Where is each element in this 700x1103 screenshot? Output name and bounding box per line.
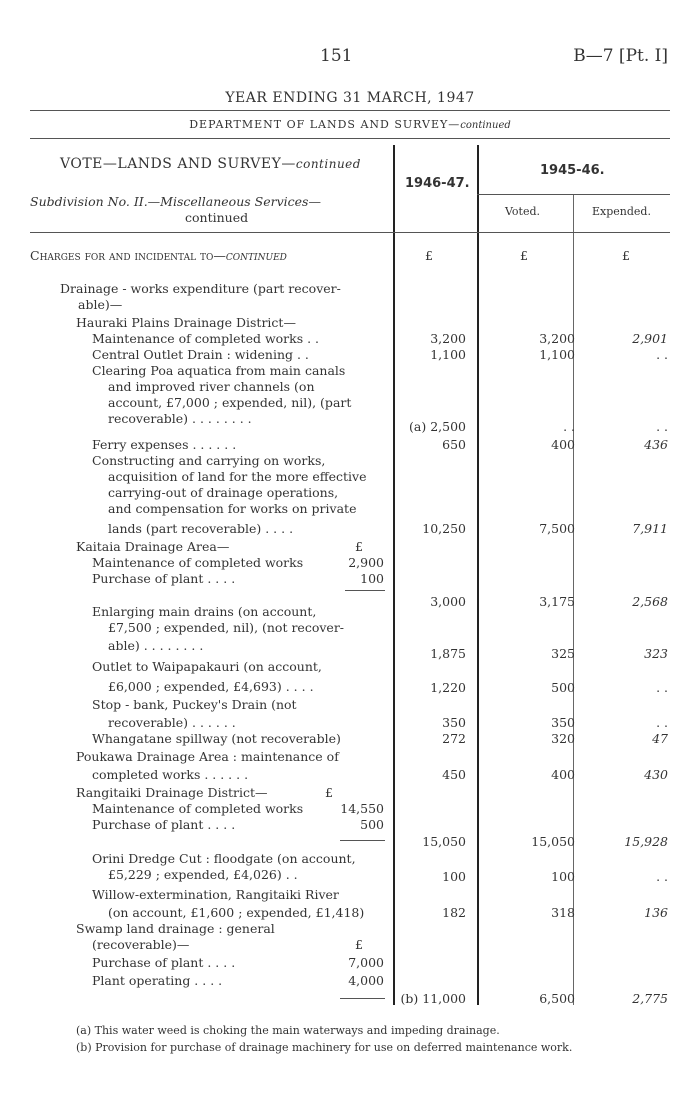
value-voted: . . [563, 419, 575, 434]
line-constructing: Constructing and carrying on works, [92, 453, 326, 468]
line-constructing-4: and compensation for works on private [108, 501, 357, 516]
line-clearing: Clearing Poa aquatica from main canals [92, 363, 346, 378]
value-expended: 15,928 [624, 834, 668, 849]
charges-heading: Charges for and incidental to—continued [30, 248, 287, 263]
value-expended: . . [656, 715, 668, 730]
line-rangitaiki: Rangitaiki Drainage District— [76, 785, 268, 800]
line-swamp-2: (recoverable)— [92, 937, 190, 952]
line-ferry: Ferry expenses . . . . . . [92, 437, 237, 452]
column-header-1945-46: 1945-46. [540, 163, 605, 178]
line-swamp: Swamp land drainage : general [76, 921, 275, 936]
value-voted: 6,500 [539, 991, 575, 1006]
value-expended: . . [656, 680, 668, 695]
line-kaitaia-maint: Maintenance of completed works [92, 555, 304, 570]
subdivision-continued: continued [185, 210, 249, 225]
amount-kaitaia-plant: 100 [360, 571, 384, 586]
value-voted: 400 [551, 767, 575, 782]
line-drainage: Drainage - works expenditure (part recover- [60, 281, 341, 296]
column-divider-mid [477, 145, 479, 1005]
value-expended: 136 [644, 905, 668, 920]
amount-rangitaiki-maint: 14,550 [340, 801, 384, 816]
value-expended: . . [656, 347, 668, 362]
line-constructing-3: carrying-out of drainage operations, [108, 485, 339, 500]
amount-rangitaiki-plant: 500 [360, 817, 384, 832]
line-enlarging: Enlarging main drains (on account, [92, 604, 317, 619]
line-hauraki: Hauraki Plains Drainage District— [76, 315, 296, 330]
currency-expended: £ [622, 248, 630, 263]
value-1946: (a) 2,500 [409, 419, 466, 434]
column-header-expended: Expended. [592, 205, 651, 218]
column-header-voted: Voted. [505, 205, 541, 218]
line-clearing-3: account, £7,000 ; expended, nil), (part [108, 395, 352, 410]
line-clearing-2: and improved river channels (on [108, 379, 315, 394]
line-orini: Orini Dredge Cut : floodgate (on account, [92, 851, 356, 866]
page-title: YEAR ENDING 31 MARCH, 1947 [225, 90, 475, 106]
value-voted: 15,050 [531, 834, 575, 849]
line-rangitaiki-plant: Purchase of plant . . . . [92, 817, 236, 832]
line-central-outlet: Central Outlet Drain : widening . . [92, 347, 309, 362]
value-expended: 7,911 [632, 521, 668, 536]
line-hauraki-maint: Maintenance of completed works . . [92, 331, 320, 346]
line-kaitaia-plant: Purchase of plant . . . . [92, 571, 236, 586]
value-voted: 320 [551, 731, 575, 746]
document-reference: B—7 [Pt. I] [573, 46, 668, 66]
value-expended: 47 [652, 731, 668, 746]
group-header-rule [477, 194, 670, 195]
line-constructing-5: lands (part recoverable) . . . . [108, 521, 294, 536]
value-voted: 3,200 [539, 331, 575, 346]
line-willow: Willow-extermination, Rangitaiki River [92, 887, 339, 902]
value-1946: 10,250 [422, 521, 466, 536]
value-1946: 3,200 [430, 331, 466, 346]
value-voted: 350 [551, 715, 575, 730]
value-1946: 3,000 [430, 594, 466, 609]
line-poukawa: Poukawa Drainage Area : maintenance of [76, 749, 339, 764]
value-1946: 1,220 [430, 680, 466, 695]
value-1946: 15,050 [422, 834, 466, 849]
value-1946: 1,100 [430, 347, 466, 362]
title-rule [30, 110, 670, 111]
vote-title: VOTE—LANDS AND SURVEY—continued [60, 156, 361, 172]
value-voted: 500 [551, 680, 575, 695]
value-voted: 400 [551, 437, 575, 452]
line-constructing-2: acquisition of land for the more effective [108, 469, 367, 484]
line-swamp-operating: Plant operating . . . . [92, 973, 223, 988]
value-expended: 2,568 [632, 594, 668, 609]
footnote-a: (a) This water weed is choking the main waterways and impeding drainage. [76, 1024, 500, 1037]
amount-kaitaia-maint: 2,900 [348, 555, 384, 570]
value-1946: (b) 11,000 [400, 991, 466, 1006]
line-stopbank: Stop - bank, Puckey's Drain (not [92, 697, 297, 712]
line-stopbank-2: recoverable) . . . . . . [108, 715, 236, 730]
value-expended: 436 [644, 437, 668, 452]
line-rangitaiki-maint: Maintenance of completed works [92, 801, 304, 816]
line-kaitaia: Kaitaia Drainage Area— [76, 539, 230, 554]
subtotal-rule-kaitaia [345, 590, 385, 591]
amount-swamp-plant: 7,000 [348, 955, 384, 970]
amount-swamp-operating: 4,000 [348, 973, 384, 988]
line-whangatane: Whangatane spillway (not recoverable) [92, 731, 341, 746]
value-1946: 100 [442, 869, 466, 884]
value-1946: 350 [442, 715, 466, 730]
pound-rangitaiki: £ [325, 785, 333, 800]
value-voted: 100 [551, 869, 575, 884]
value-voted: 318 [551, 905, 575, 920]
pound-kaitaia: £ [355, 539, 363, 554]
line-enlarging-3: able) . . . . . . . . [108, 638, 204, 653]
value-voted: 1,100 [539, 347, 575, 362]
column-divider-left [393, 145, 395, 1005]
column-header-rule [30, 232, 670, 233]
value-expended: . . [656, 419, 668, 434]
value-expended: 2,901 [632, 331, 668, 346]
value-voted: 325 [551, 646, 575, 661]
line-drainage-cont: able)— [78, 297, 123, 312]
value-expended: 323 [644, 646, 668, 661]
value-voted: 3,175 [539, 594, 575, 609]
header-rule [30, 138, 670, 139]
line-outlet: Outlet to Waipapakauri (on account, [92, 659, 322, 674]
subtotal-rule-swamp [340, 998, 385, 999]
line-outlet-2: £6,000 ; expended, £4,693) . . . . [108, 679, 314, 694]
column-header-1946-47: 1946-47. [405, 176, 470, 191]
footnote-b: (b) Provision for purchase of drainage machinery for use on deferred maintenance work. [76, 1041, 573, 1054]
line-poukawa-2: completed works . . . . . . [92, 767, 249, 782]
value-1946: 650 [442, 437, 466, 452]
subdivision-title: Subdivision No. II.—Miscellaneous Services— [30, 194, 321, 209]
value-expended: . . [656, 869, 668, 884]
value-1946: 1,875 [430, 646, 466, 661]
line-orini-2: £5,229 ; expended, £4,026) . . [108, 867, 298, 882]
line-enlarging-2: £7,500 ; expended, nil), (not recover- [108, 620, 345, 635]
subtotal-rule-rangitaiki [340, 840, 385, 841]
line-willow-2: (on account, £1,600 ; expended, £1,418) [108, 905, 365, 920]
pound-swamp: £ [355, 937, 363, 952]
page-number: 151 [320, 46, 353, 66]
value-expended: 2,775 [632, 991, 668, 1006]
currency-voted: £ [520, 248, 528, 263]
currency-1946: £ [425, 248, 433, 263]
department-heading: DEPARTMENT OF LANDS AND SURVEY—continued [189, 118, 511, 131]
value-1946: 182 [442, 905, 466, 920]
line-swamp-plant: Purchase of plant . . . . [92, 955, 236, 970]
line-clearing-4: recoverable) . . . . . . . . [108, 411, 252, 426]
value-1946: 450 [442, 767, 466, 782]
value-1946: 272 [442, 731, 466, 746]
value-voted: 7,500 [539, 521, 575, 536]
value-expended: 430 [644, 767, 668, 782]
